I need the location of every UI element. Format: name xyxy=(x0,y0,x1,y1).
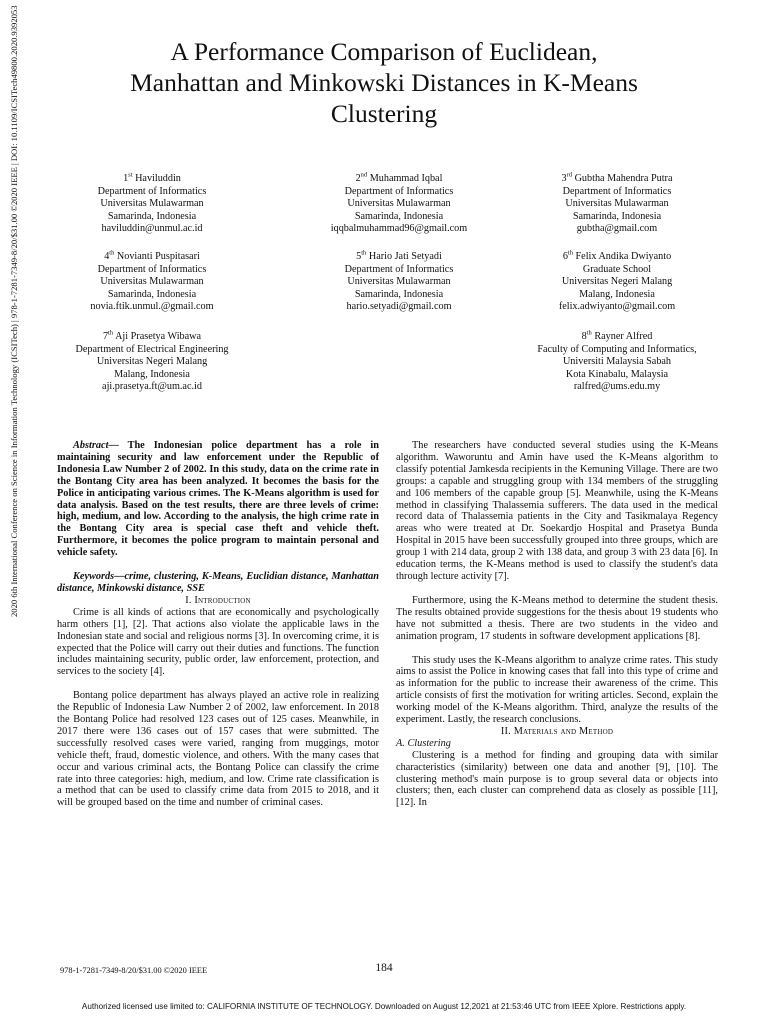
author-email: novia.ftik.unmul.@gmail.com xyxy=(90,301,214,313)
title-line-3: Clustering xyxy=(330,99,438,128)
author-institution: Universitas Negeri Malang xyxy=(561,276,673,288)
section-heading-introduction: I. Introduction xyxy=(185,594,251,606)
author-dept: Department of Informatics xyxy=(344,185,454,197)
author-name-line: 5th Hario Jati Setyadi xyxy=(356,249,442,262)
abstract xyxy=(57,440,379,559)
author-email: haviluddin@unmul.ac.id xyxy=(101,223,203,235)
author-block xyxy=(507,331,727,394)
author-name-line: 8th Rayner Alfred xyxy=(581,329,653,342)
abstract-label: Abstract— xyxy=(73,440,119,451)
subsection-heading-clustering: A. Clustering xyxy=(396,737,451,749)
author-block xyxy=(42,331,262,394)
author-institution: Universitas Negeri Malang xyxy=(96,356,208,368)
author-dept: Department of Informatics xyxy=(97,185,207,197)
keywords: Keywords—crime, clustering, K-Means, Euclidian distance, Manhattan distance, Minkowski distance, SSE xyxy=(57,571,379,594)
paragraph: The researchers have conducted several studies using the K-Means algorithm. Waworuntu and Amin have used the K-Means algorithm to classify potential Jamkesda recipients in the Kemuning Village. There are two groups: a capable and struggling group with 134 members of the struggling and 106 members of the capable group [5]. Meanwhile, using the K-Means method in classifying Thalassemia sufferers. The data used in the medical record data of Thalassemia patients in the City and Tasikmalaya Regency areas who were treated at Dr. Soekardjo Hospital and Prasetya Bunda Hospital in 2015 have been successfully grouped into three groups, which are group 1 with 214 data, group 2 with 138 data, and group 3 with 23 data [6]. In education terms, the K-Means method is used to classify the student's data through lecture activity [7]. xyxy=(396,440,719,582)
author-institution: Universitas Mulawarman xyxy=(347,276,451,288)
author-block xyxy=(42,173,262,236)
section-heading-methods: II. Materials and Method xyxy=(500,725,614,737)
abstract-text: The Indonesian police department has a role in maintaining security and law enforcement under the Republic of Indonesia Law Number 2 of 2002. In this study, data on the crime rate in the Bontang City area has been analyzed. It becomes the basis for the Police in anticipating various crimes. The K-Means algorithm is used for data analysis. Based on the test results, there are three levels of crime: high, medium, and low. According to the analysis, the high crime rate in the Bontang City area is special case theft and vehicle theft. Furthermore, it becomes the police program to maintain personal and vehicle safety. xyxy=(57,440,379,559)
author-dept: Department of Informatics xyxy=(97,263,207,275)
author-institution: Universitas Mulawarman xyxy=(100,276,204,288)
paragraph: Furthermore, using the K-Means method to determine the student thesis. The results obtained provide suggestions for the thesis about 19 students who have not submitted a thesis. There are two students in the video and animation program, 17 students in software development applications [8]. xyxy=(396,594,718,642)
title-line-2: Manhattan and Minkowski Distances in K-Means xyxy=(130,68,638,97)
author-city: Kota Kinabalu, Malaysia xyxy=(565,368,669,380)
author-email: gubtha@gmail.com xyxy=(576,223,658,235)
page-number: 184 xyxy=(375,962,393,974)
paragraph: Crime is all kinds of actions that are economically and psychologically harm others [1], [2]. That actions also violate the applicable laws in the Indonesian state and social and religious norms [3]. In overcoming crime, it is expected that the Police will carry out their duties and functions. The function includes maintaining security, public order, law enforcement, protection, and services to the society [4]. xyxy=(57,606,379,678)
author-dept: Graduate School xyxy=(582,263,652,275)
author-email: ralfred@ums.edu.my xyxy=(573,381,661,393)
paragraph: This study uses the K-Means algorithm to analyze crime rates. This study aims to assist the Police in knowing cases that fall into this type of crime and as information for the public to increase their awareness of the crime. This article consists of first the motivation for writing articles. Second, explain the working model of the K-Means algorithm. Third, analyze the results of the experiment. Lastly, the research conclusions. xyxy=(396,654,718,726)
author-city: Samarinda, Indonesia xyxy=(572,210,662,222)
author-city: Malang, Indonesia xyxy=(579,288,655,300)
author-block xyxy=(507,173,727,236)
title-line-1: A Performance Comparison of Euclidean, xyxy=(170,37,598,66)
author-city: Samarinda, Indonesia xyxy=(354,210,444,222)
author-city: Malang, Indonesia xyxy=(114,368,190,380)
left-column xyxy=(57,440,379,809)
author-name-line: 6th Felix Andika Dwiyanto xyxy=(562,249,672,262)
author-email: hario.setyadi@gmail.com xyxy=(346,301,452,313)
author-institution: Universitas Mulawarman xyxy=(565,198,669,210)
paragraph: Bontang police department has always played an active role in realizing the Republic of Indonesia Law Number 2 of 2002, law enforcement. In 2018 the Bontang Police had resolved 123 cases out of 125 cases. Meanwhile, in 2017 there were 136 cases out of 157 cases that were submitted. The successfully resolved cases were varied, ranging from muggings, motor vehicle theft, fraud, domestic violence, and others. With the many cases that occur and various criminal acts, the Bontang Police can classify the crime rate into three categories: high, medium, and low. Crime rate classification is a method that can be used to classify crime data from 2015 to 2018, and it will be grouped based on the time and number of criminal cases. xyxy=(57,690,379,809)
author-name-line: 4th Novianti Puspitasari xyxy=(104,249,200,262)
paper-title xyxy=(60,36,708,129)
paragraph: Clustering is a method for finding and grouping data with similar characteristics (similarity) between one data and another [9], [10]. The clustering method's main purpose is to group several data or objects into clusters; then, each cluster can comprehend data as closely as possible [11], [12]. In xyxy=(396,749,718,809)
author-institution: Universitas Mulawarman xyxy=(100,198,204,210)
author-name-line: 1st Haviluddin xyxy=(123,171,181,184)
author-email: aji.prasetya.ft@um.ac.id xyxy=(102,381,202,393)
conference-sidebar: 2020 6th International Conference on Science in Information Technology (ICSITech) | 978-1-7281-7349-8/20/$31.00 ©2020 IEEE | DOI: 10.1109/ICSITech49800.2020.9392053 xyxy=(9,5,19,617)
author-dept: Department of Informatics xyxy=(562,185,672,197)
author-city: Samarinda, Indonesia xyxy=(354,288,444,300)
author-block xyxy=(42,251,262,314)
author-block xyxy=(289,251,509,314)
footer-isbn: 978-1-7281-7349-8/20/$31.00 ©2020 IEEE xyxy=(60,966,208,975)
author-city: Samarinda, Indonesia xyxy=(107,288,197,300)
license-notice: Authorized licensed use limited to: CALIFORNIA INSTITUTE OF TECHNOLOGY. Downloaded on August 12,2021 at 21:53:46 UTC from IEEE Xplore. Restrictions apply. xyxy=(81,1002,687,1011)
author-email: iqqbalmuhammad96@gmail.com xyxy=(330,223,468,235)
author-dept: Department of Informatics xyxy=(344,263,454,275)
author-email: felix.adwiyanto@gmail.com xyxy=(558,301,676,313)
author-institution: Universitas Mulawarman xyxy=(347,198,451,210)
author-block xyxy=(289,173,509,236)
author-name-line: 7th Aji Prasetya Wibawa xyxy=(102,329,202,342)
author-institution: Universiti Malaysia Sabah xyxy=(562,356,672,368)
author-block xyxy=(507,251,727,314)
right-column xyxy=(396,440,718,809)
author-name-line: 3rd Gubtha Mahendra Putra xyxy=(561,171,673,184)
author-dept: Faculty of Computing and Informatics, xyxy=(537,343,697,355)
author-city: Samarinda, Indonesia xyxy=(107,210,197,222)
author-name-line: 2nd Muhammad Iqbal xyxy=(355,171,443,184)
author-dept: Department of Electrical Engineering xyxy=(75,343,229,355)
